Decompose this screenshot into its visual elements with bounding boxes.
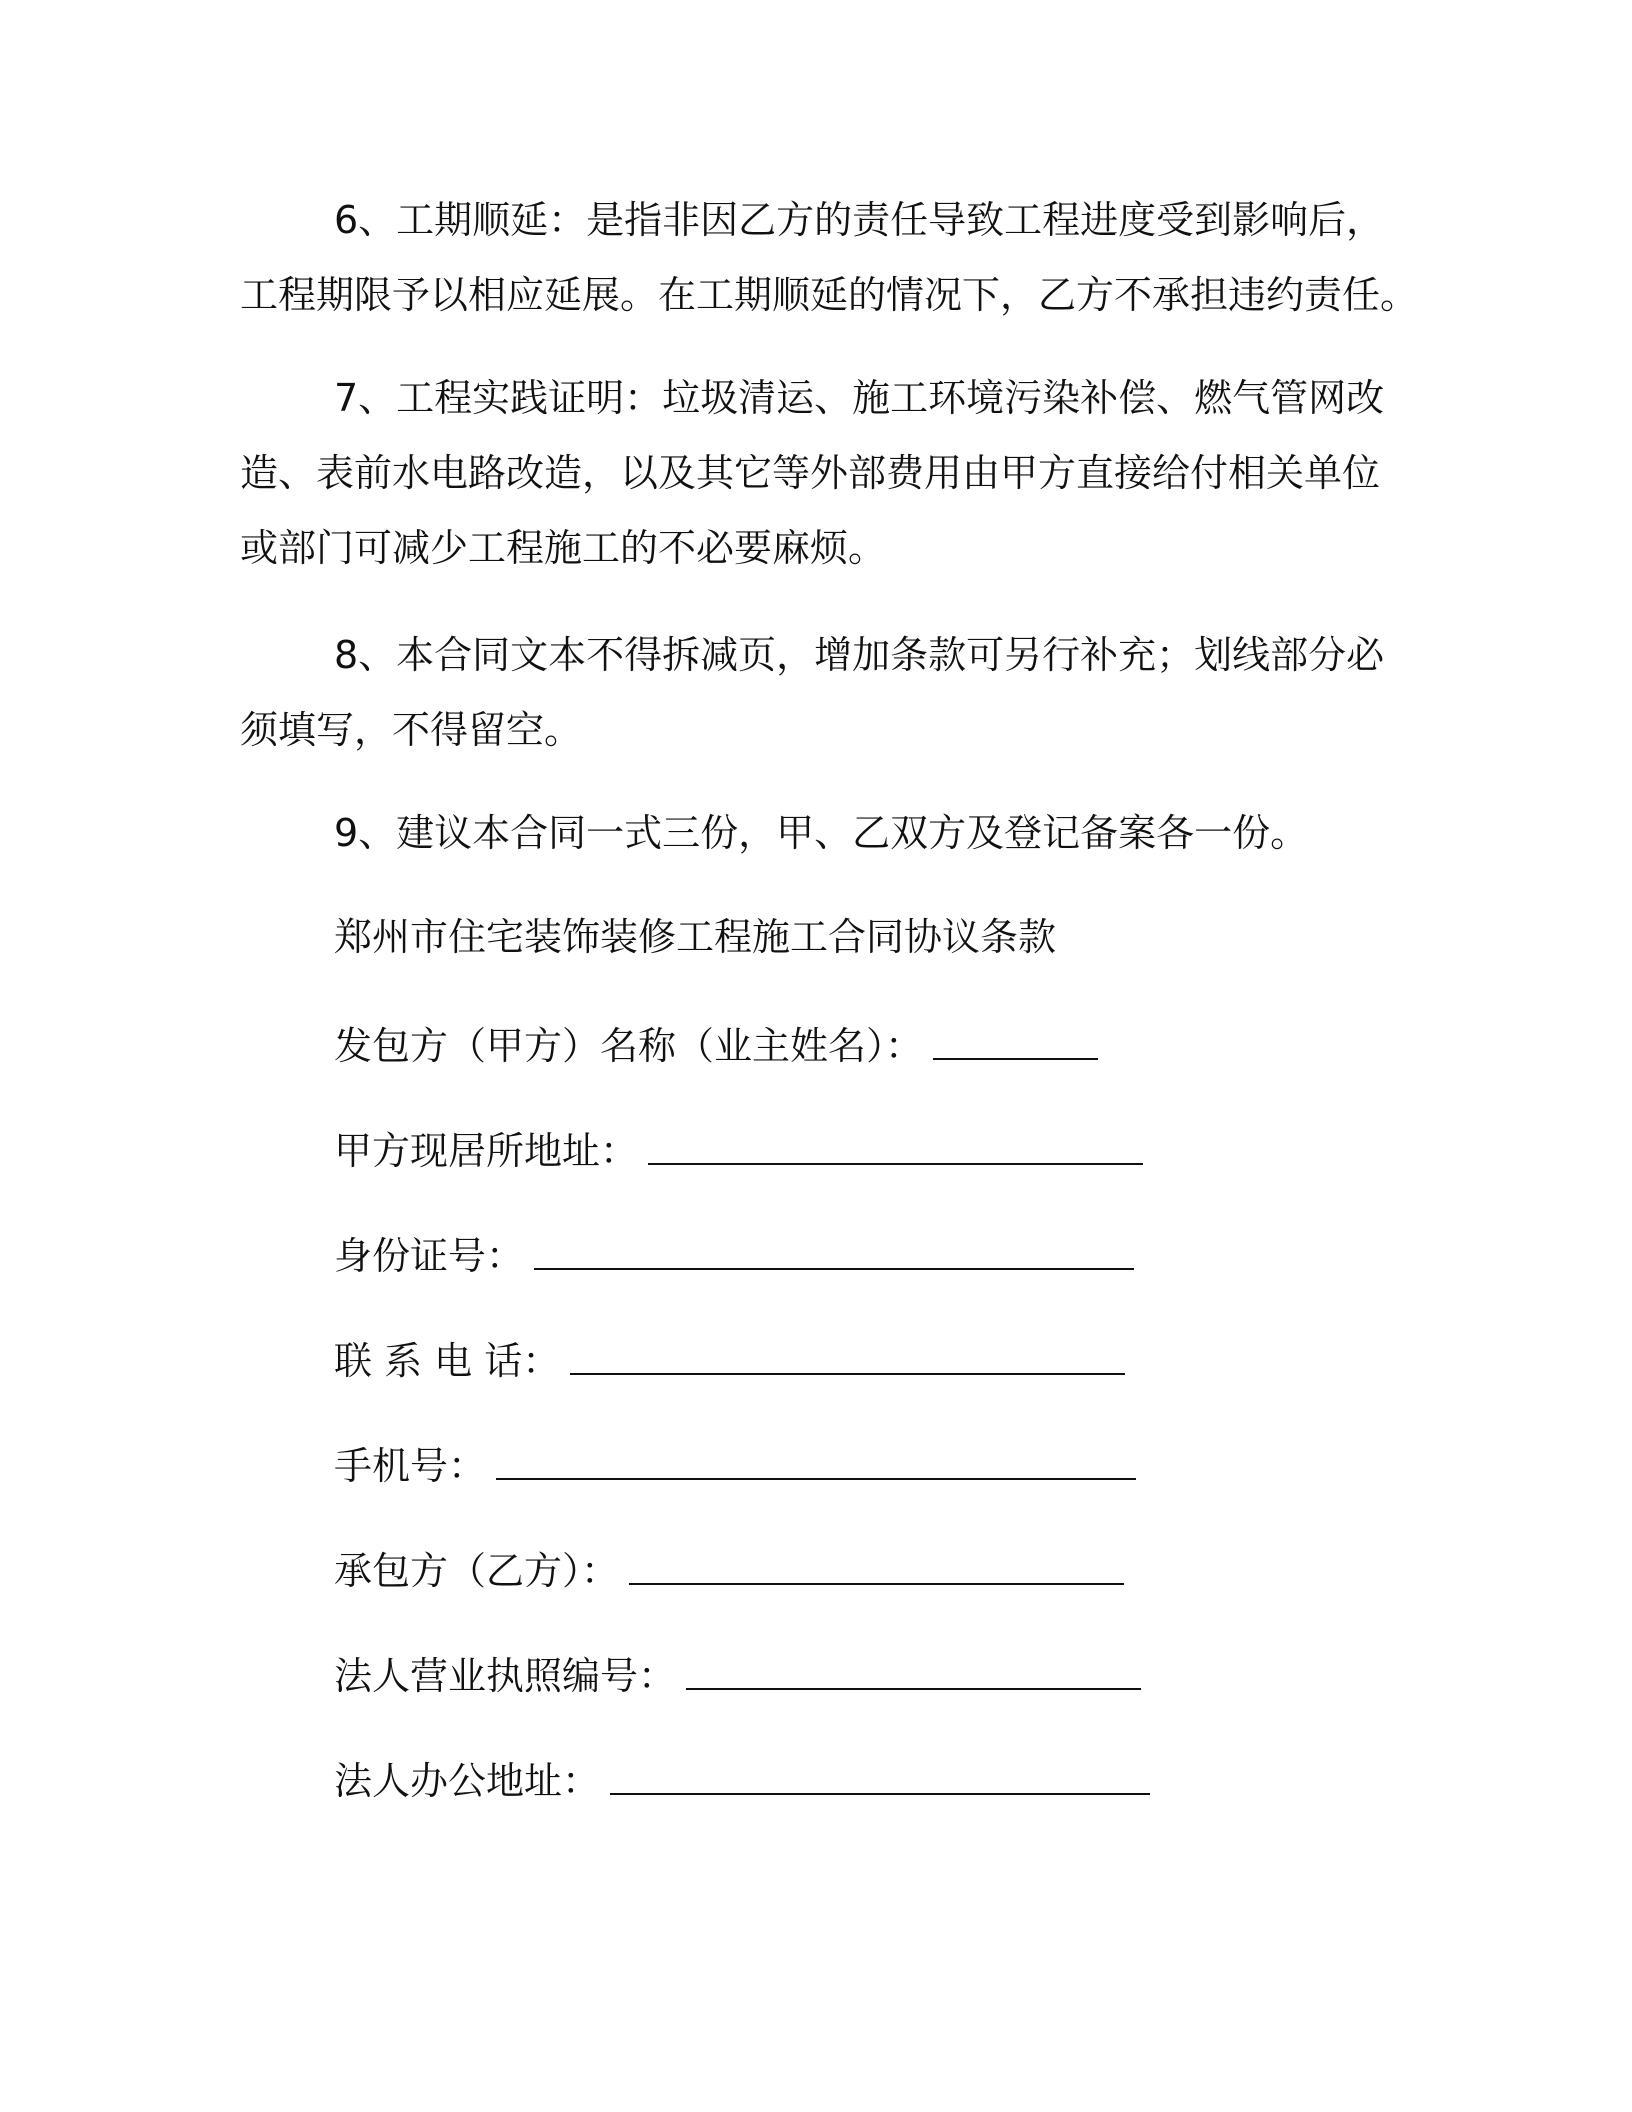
field-contractor	[334, 1542, 1124, 1592]
clause-7-line-2: 造、表前水电路改造，以及其它等外部费用由甲方直接给付相关单位	[240, 451, 1381, 495]
clause-7-line-1: 7、工程实践证明：垃圾清运、施工环境污染补偿、燃气管网改	[334, 376, 1385, 420]
business-license-blank[interactable]	[686, 1654, 1141, 1690]
owner-address-blank[interactable]	[648, 1129, 1143, 1165]
clause-8-line-1: 8、本合同文本不得拆减页，增加条款可另行补充；划线部分必	[334, 633, 1385, 677]
phone-blank[interactable]	[570, 1339, 1125, 1375]
id-number-blank[interactable]	[534, 1234, 1134, 1270]
field-owner-name	[334, 1017, 1098, 1067]
field-office-address-label: 法人办公地址：	[334, 1758, 601, 1803]
field-business-license	[334, 1647, 1141, 1697]
field-phone	[334, 1332, 1125, 1382]
clause-6-line-1: 6、工期顺延：是指非因乙方的责任导致工程进度受到影响后，	[334, 198, 1385, 242]
field-mobile-label: 手机号：	[334, 1443, 487, 1488]
field-owner-name-label: 发包方（甲方）名称（业主姓名）：	[334, 1023, 924, 1068]
clause-7-line-3: 或部门可减少工程施工的不必要麻烦。	[240, 526, 887, 570]
field-contractor-label: 承包方（乙方）：	[334, 1548, 620, 1593]
field-business-license-label: 法人营业执照编号：	[334, 1653, 677, 1698]
clause-6-line-2: 工程期限予以相应延展。在工期顺延的情况下，乙方不承担违约责任。	[240, 273, 1419, 317]
field-id-number-label: 身份证号：	[334, 1233, 525, 1278]
contractor-blank[interactable]	[629, 1549, 1124, 1585]
clause-9-line-1: 9、建议本合同一式三份，甲、乙双方及登记备案各一份。	[334, 811, 1309, 855]
form-title: 郑州市住宅装饰装修工程施工合同协议条款	[334, 915, 1057, 959]
clause-8-line-2: 须填写，不得留空。	[240, 708, 583, 752]
field-office-address	[334, 1752, 1150, 1802]
field-owner-address	[334, 1122, 1143, 1172]
field-owner-address-label: 甲方现居所地址：	[334, 1128, 639, 1173]
field-id-number	[334, 1227, 1134, 1277]
owner-name-blank[interactable]	[933, 1024, 1098, 1060]
field-mobile	[334, 1437, 1136, 1487]
office-address-blank[interactable]	[610, 1759, 1150, 1795]
field-phone-label: 联 系 电 话：	[334, 1338, 561, 1383]
mobile-blank[interactable]	[496, 1444, 1136, 1480]
